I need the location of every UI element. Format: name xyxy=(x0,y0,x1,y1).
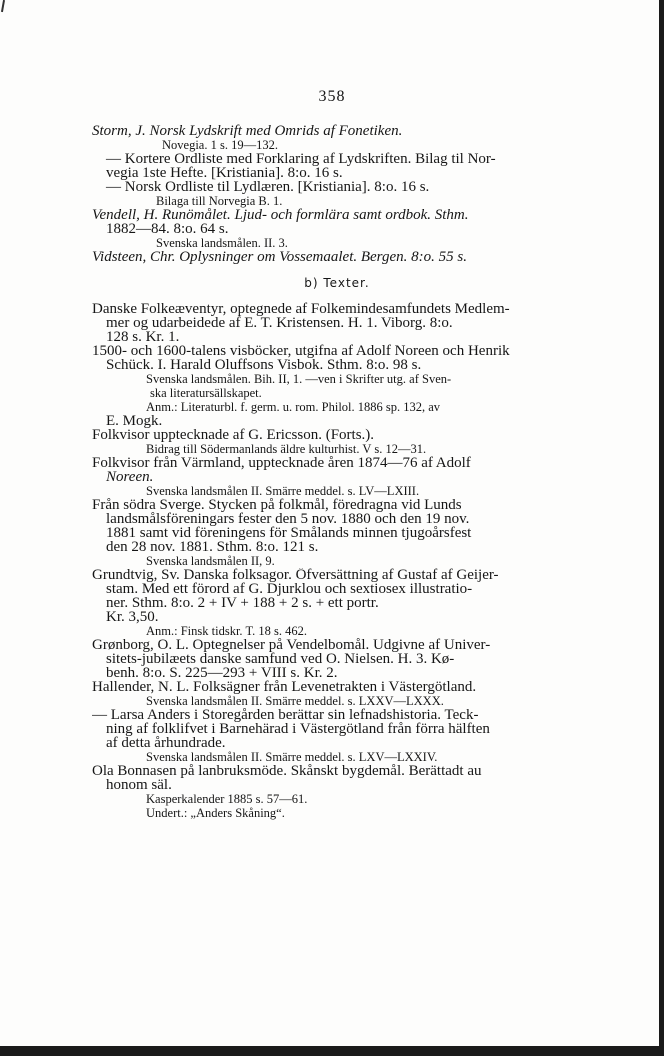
page-number: 358 xyxy=(318,88,346,105)
entry-line: Anm.: Literaturbl. f. germ. u. rom. Philol. 1886 sp. 132, av xyxy=(146,400,441,414)
entry-line: den 28 nov. 1881. Sthm. 8:o. 121 s. xyxy=(106,540,319,554)
entry-line: Folkvisor upptecknade af G. Ericsson. (Forts.). xyxy=(92,428,375,442)
entry-line: Hallender, N. L. Folksägner från Levenetrakten i Västergötland. xyxy=(92,680,477,694)
entry-line: 128 s. Kr. 1. xyxy=(106,330,180,344)
entry-line: Svenska landsmålen. II. 3. xyxy=(156,236,288,250)
entry-line: Danske Folkeæventyr, optegnede af Folkemindesamfundets Medlem- xyxy=(92,302,510,316)
entry-line: Från södra Sverge. Stycken på folkmål, föredragna vid Lunds xyxy=(92,498,462,512)
entry-line: Bidrag till Södermanlands äldre kulturhist. V s. 12—31. xyxy=(146,442,427,456)
entry-line: Svenska landsmålen II. Smärre meddel. s. LV—LXIII. xyxy=(146,484,420,498)
entry-line: Svenska landsmålen II. Smärre meddel. s. LXXV—LXXX. xyxy=(146,694,444,708)
entry-line: Svenska landsmålen II. Smärre meddel. s. LXV—LXXIV. xyxy=(146,750,438,764)
entry-line: 1500- och 1600-talens visböcker, utgifna af Adolf Noreen och Henrik xyxy=(92,344,510,358)
scan-edge-right xyxy=(659,0,664,1056)
entry-line: Grønborg, O. L. Optegnelser på Vendelbomål. Udgivne af Univer- xyxy=(92,638,491,652)
entry-line: Kr. 3,50. xyxy=(106,610,159,624)
entry-line: landsmålsföreningars fester den 5 nov. 1880 och den 19 nov. xyxy=(106,512,470,526)
bibliography-text xyxy=(92,124,582,820)
spacer xyxy=(92,290,582,302)
entry-line: sitets-jubilæets danske samfund ved O. Nielsen. H. 3. Kø- xyxy=(106,652,455,666)
entry-line: Vidsteen, Chr. Oplysninger om Vossemaalet. Bergen. 8:o. 55 s. xyxy=(92,250,467,264)
entry-line: Storm, J. Norsk Lydskrift med Omrids af Fonetiken. xyxy=(92,124,403,138)
entry-line: Undert.: „Anders Skåning“. xyxy=(146,806,285,820)
spacer xyxy=(92,264,582,276)
entry-line: — Larsa Anders i Storegården berättar sin lefnadshistoria. Teck- xyxy=(92,708,479,722)
entry-line: — Kortere Ordliste med Forklaring af Lydskriften. Bilag til Nor- xyxy=(106,152,496,166)
entry-line: Kasperkalender 1885 s. 57—61. xyxy=(146,792,308,806)
entry-line: 1882—84. 8:o. 64 s. xyxy=(106,222,229,236)
entry-line: Svenska landsmålen. Bih. II, 1. —ven i Skrifter utg. af Sven- xyxy=(146,372,452,386)
entry-line: ning af folklifvet i Barnehärad i Västergötland från förra hälften xyxy=(106,722,490,736)
entry-line: 1881 samt vid föreningens för Smålands minnen tjugoårsfest xyxy=(106,526,472,540)
entry-line: stam. Med ett förord af G. Djurklou och sextiosex illustratio- xyxy=(106,582,473,596)
entry-line: ner. Sthm. 8:o. 2 + IV + 188 + 2 s. + ett portr. xyxy=(106,596,379,610)
entry-line: mer og udarbeidede af E. T. Kristensen. H. 1. Viborg. 8:o. xyxy=(106,316,453,330)
entry-line: af detta århundrade. xyxy=(106,736,226,750)
section-heading: b) Texter. xyxy=(304,276,370,290)
entry-line: Grundtvig, Sv. Danska folksagor. Öfversättning af Gustaf af Geijer- xyxy=(92,568,499,582)
entry-line: Ola Bonnasen på lanbruksmöde. Skånskt bygdemål. Berättadt au xyxy=(92,764,482,778)
entry-line: Novegia. 1 s. 19—132. xyxy=(162,138,278,152)
entry-line: Folkvisor från Värmland, upptecknade åren 1874—76 af Adolf xyxy=(92,456,471,470)
scan-corner-mark xyxy=(1,0,5,12)
entry-line: honom säl. xyxy=(106,778,172,792)
entry-line: ska literatursällskapet. xyxy=(150,386,262,400)
entry-line: — Norsk Ordliste til Lydlæren. [Kristiania]. 8:o. 16 s. xyxy=(106,180,430,194)
entry-line: Schück. I. Harald Oluffsons Visbok. Sthm. 8:o. 98 s. xyxy=(106,358,422,372)
entry-line: Svenska landsmålen II, 9. xyxy=(146,554,275,568)
entry-line: E. Mogk. xyxy=(106,414,163,428)
entry-line: Bilaga till Norvegia B. 1. xyxy=(156,194,283,208)
entry-line: vegia 1ste Hefte. [Kristiania]. 8:o. 16 s. xyxy=(106,166,343,180)
scan-edge-bottom xyxy=(0,1046,664,1056)
entry-line: Noreen. xyxy=(106,470,154,484)
entry-line: Anm.: Finsk tidskr. T. 18 s. 462. xyxy=(146,624,308,638)
entry-line: Vendell, H. Runömålet. Ljud- och formlära samt ordbok. Sthm. xyxy=(92,208,469,222)
entry-line: benh. 8:o. S. 225—293 + VIII s. Kr. 2. xyxy=(106,666,338,680)
